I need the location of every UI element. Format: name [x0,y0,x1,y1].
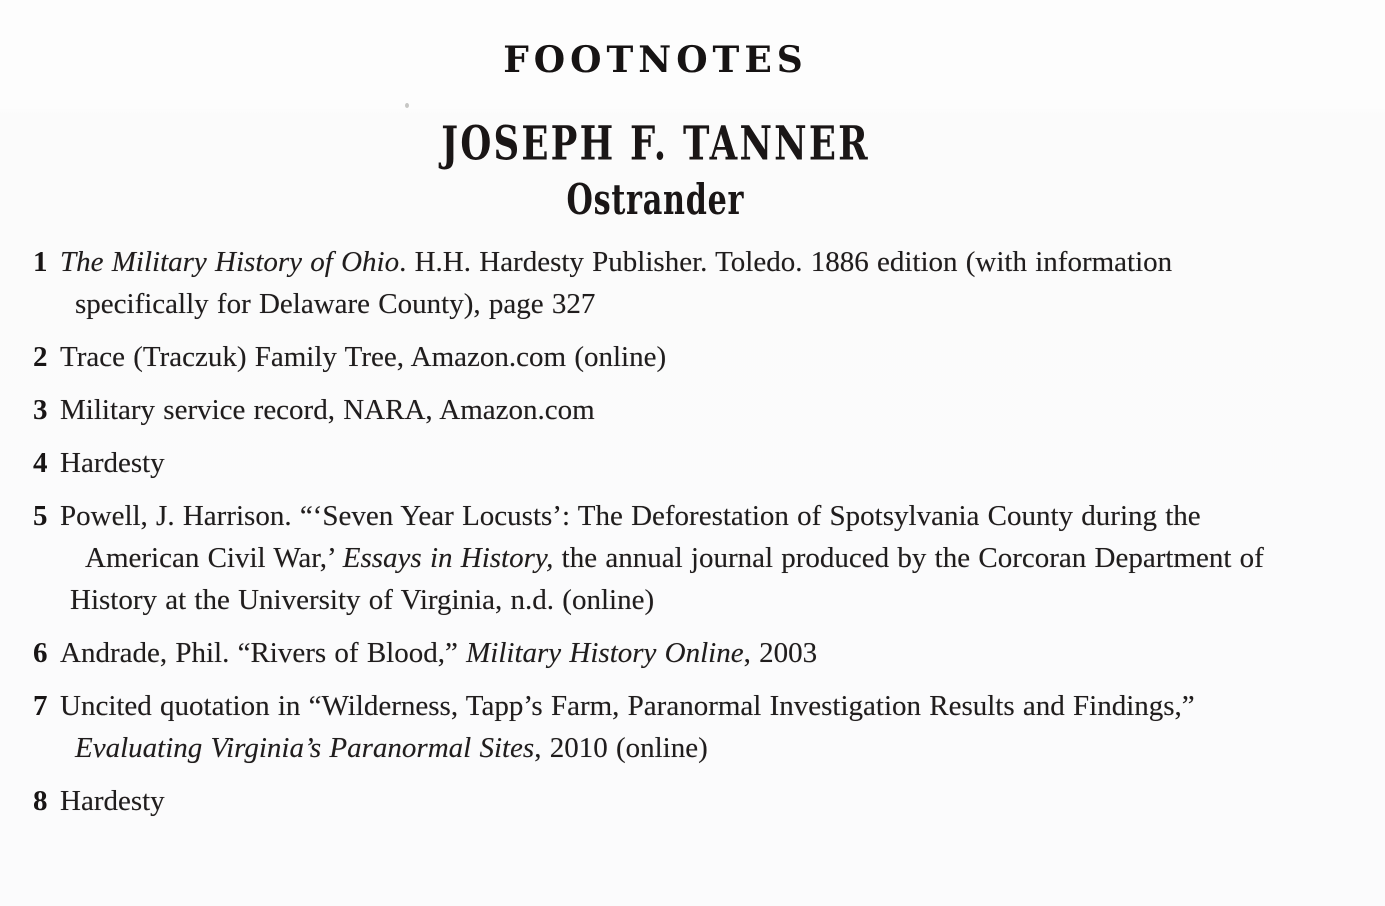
text-run: American Civil War,’ [85,542,343,574]
footnote-line [60,632,1385,674]
footnote-item [33,336,1385,378]
text-run: Andrade, Phil. “Rivers of Blood,” [60,637,467,669]
footnote-line [60,389,1385,431]
page-title: FOOTNOTES [503,39,808,81]
scan-artifact-speck [405,103,409,108]
subject-location-heading [0,177,1311,223]
footnote-text [60,632,1385,674]
footnotes-list [0,241,1385,822]
text-run: Uncited quotation in “Wilderness, Tapp’s Farm, Paranormal Investigation Results and Findings,” [60,690,1195,722]
footnote-item [33,685,1385,769]
footnote-text [60,241,1385,325]
text-run: , 2010 (online) [534,732,708,764]
footnote-item [33,632,1385,674]
footnote-line [60,336,1385,378]
footnote-number: 2 [33,341,48,373]
footnote-number: 5 [33,500,48,532]
footnote-number: 6 [33,637,48,669]
footnote-line [60,780,1385,822]
footnote-text [60,442,1385,484]
footnote-text [60,336,1385,378]
text-run: , 2003 [743,637,818,669]
italic-title-text: Essays in History, [342,542,554,574]
footnote-text [60,495,1385,621]
text-run: specifically for Delaware County), page 327 [75,288,596,320]
subject-name-heading [0,118,1311,171]
footnote-line [70,579,1385,621]
footnote-line [75,727,1385,769]
text-run: Trace (Traczuk) Family Tree, Amazon.com (online) [60,341,667,373]
document-page [0,39,1385,906]
footnote-line [60,241,1385,283]
footnote-number: 1 [33,246,48,278]
footnote-text [60,685,1385,769]
text-run: Hardesty [60,785,165,817]
footnote-number: 3 [33,394,48,426]
footnote-item [33,442,1385,484]
text-run: the annual journal produced by the Corcoran Department of [553,542,1264,574]
text-run: Powell, J. Harrison. “‘Seven Year Locusts’: The Deforestation of Spotsylvania County during the [60,500,1201,532]
footnote-line [75,283,1385,325]
text-run: . H.H. Hardesty Publisher. Toledo. 1886 edition (with information [399,246,1173,278]
footnote-line [60,685,1385,727]
text-run: History at the University of Virginia, n.d. (online) [70,584,655,616]
footnote-line [85,537,1385,579]
footnote-number: 4 [33,447,48,479]
italic-title-text: Evaluating Virginia’s Paranormal Sites [75,732,535,764]
footnote-line [60,495,1385,537]
document-header [0,39,1385,223]
footnote-item [33,241,1385,325]
footnote-item [33,780,1385,822]
text-run: Hardesty [60,447,165,479]
footnote-number: 7 [33,690,48,722]
footnote-item [33,495,1385,621]
footnote-item [33,389,1385,431]
italic-title-text: Military History Online [466,637,744,669]
footnote-text [60,780,1385,822]
subject-name-text: JOSEPH F. TANNER [441,116,870,172]
footnote-line [60,442,1385,484]
footnote-text [60,389,1385,431]
italic-title-text: The Military History of Ohio [60,246,400,278]
text-run: Military service record, NARA, Amazon.com [60,394,595,426]
footnote-number: 8 [33,785,48,817]
subject-location-text: Ostrander [566,175,745,224]
